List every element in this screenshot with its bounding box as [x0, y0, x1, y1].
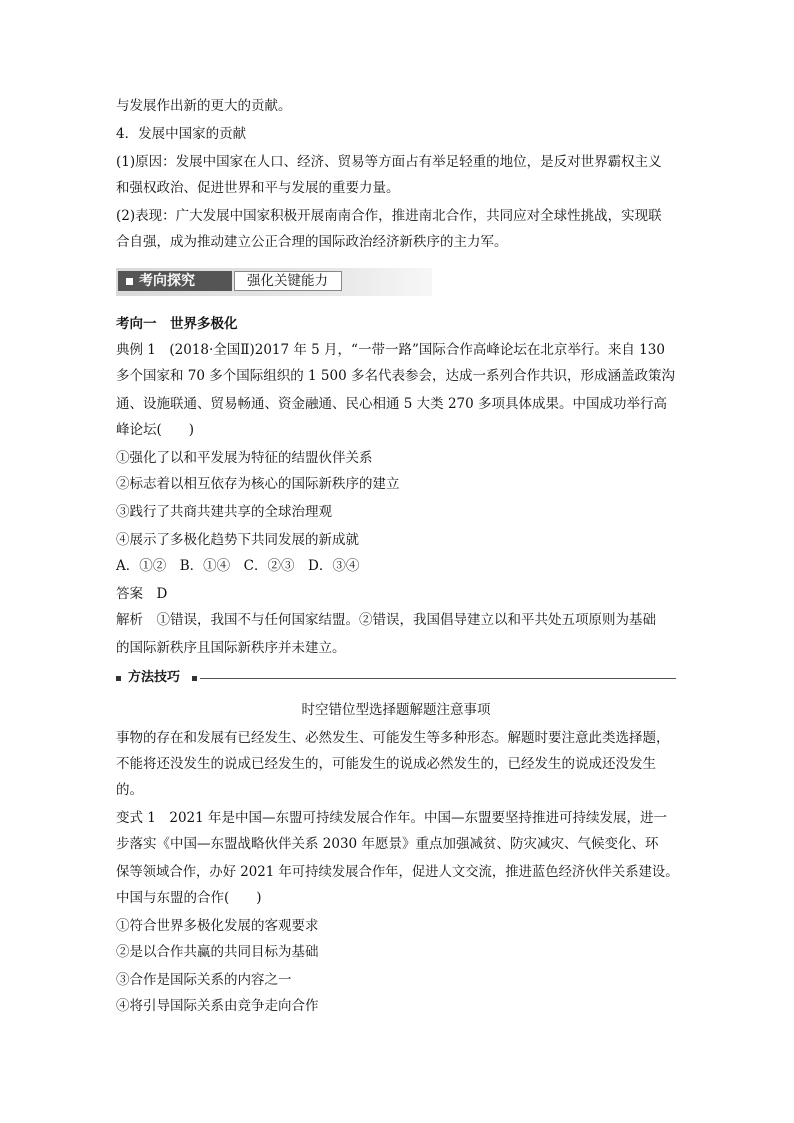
section-banner [116, 268, 432, 296]
paragraph-line: (1)原因：发展中国家在人口、经济、贸易等方面占有举足轻重的地位，是反对世界霸权主义 [116, 154, 662, 170]
square-bullet-icon [126, 278, 133, 285]
square-bullet-icon [192, 676, 197, 681]
variant-line: 变式 1 2021 年是中国—东盟可持续发展合作年。中国—东盟要坚持推进可持续发展，进一 [116, 810, 668, 826]
variant-line: 保等领域合作，办好 2021 年可持续发展合作年，促进人文交流，推进蓝色经济伙伴关系建设。 [116, 864, 679, 880]
paragraph-line: (2)表现：广大发展中国家积极开展南南合作，推进南北合作，共同应对全球性挑战，实现联 [116, 208, 662, 224]
option-item: ③践行了共商共建共享的全球治理观 [116, 504, 332, 520]
method-tips-bar [116, 668, 676, 688]
banner-subtitle: 强化关键能力 [234, 271, 342, 291]
divider [200, 678, 676, 679]
option-item: ④展示了多极化趋势下共同发展的新成就 [116, 532, 359, 548]
option-item: ①强化了以和平发展为特征的结盟伙伴关系 [116, 450, 373, 466]
paragraph-line: 合自强，成为推动建立公正合理的国际政治经济新秩序的主力军。 [116, 234, 508, 250]
example-line: 典例 1 (2018·全国Ⅱ)2017 年 5 月，“一带一路”国际合作高峰论坛在北京举行。来自 130 [116, 342, 665, 358]
answer-choices: A．①② B．①④ C．②③ D．③④ [116, 558, 360, 574]
method-label: 方法技巧 [128, 670, 181, 685]
square-bullet-icon [116, 676, 121, 681]
option-item: ②是以合作共赢的共同目标为基础 [116, 944, 319, 960]
example-line: 峰论坛( ) [116, 422, 195, 438]
option-item: ③合作是国际关系的内容之一 [116, 972, 292, 988]
method-title: 时空错位型选择题解题注意事项 [301, 702, 491, 718]
paragraph-line: 与发展作出新的更大的贡献。 [116, 98, 292, 114]
example-line: 多个国家和 70 多个国际组织的 1 500 多名代表参会，达成一系列合作共识，形成涵盖政策沟 [116, 368, 675, 384]
banner-title: 考向探究 [118, 271, 232, 291]
variant-line: 步落实《中国—东盟战略伙伴关系 2030 年愿景》重点加强减贫、防灾减灾、气候变化、环 [116, 836, 659, 852]
answer-line: 答案 D [116, 586, 168, 602]
paragraph-line: 和强权政治、促进世界和平与发展的重要力量。 [116, 180, 400, 196]
method-line: 不能将还没发生的说成已经发生的，可能发生的说成必然发生的，已经发生的说成还没发生 [116, 756, 656, 772]
option-item: ④将引导国际关系由竞争走向合作 [116, 998, 319, 1014]
example-line: 通、设施联通、贸易畅通、资金融通、民心相通 5 大类 270 多项具体成果。中国成功举行高 [116, 396, 668, 412]
method-line: 的。 [116, 782, 143, 798]
method-line: 事物的存在和发展有已经发生、必然发生、可能发生等多种形态。解题时要注意此类选择题， [116, 730, 670, 746]
section-heading: 考向一 世界多极化 [116, 316, 238, 332]
variant-line: 中国与东盟的合作( ) [116, 890, 262, 906]
analysis-line: 的国际新秩序且国际新秩序并未建立。 [116, 640, 346, 656]
subsection-heading: 4．发展中国家的贡献 [116, 126, 247, 142]
option-item: ②标志着以相互依存为核心的国际新秩序的建立 [116, 476, 400, 492]
analysis-line: 解析 ①错误，我国不与任何国家结盟。②错误，我国倡导建立以和平共处五项原则为基础 [116, 612, 656, 628]
option-item: ①符合世界多极化发展的客观要求 [116, 918, 319, 934]
